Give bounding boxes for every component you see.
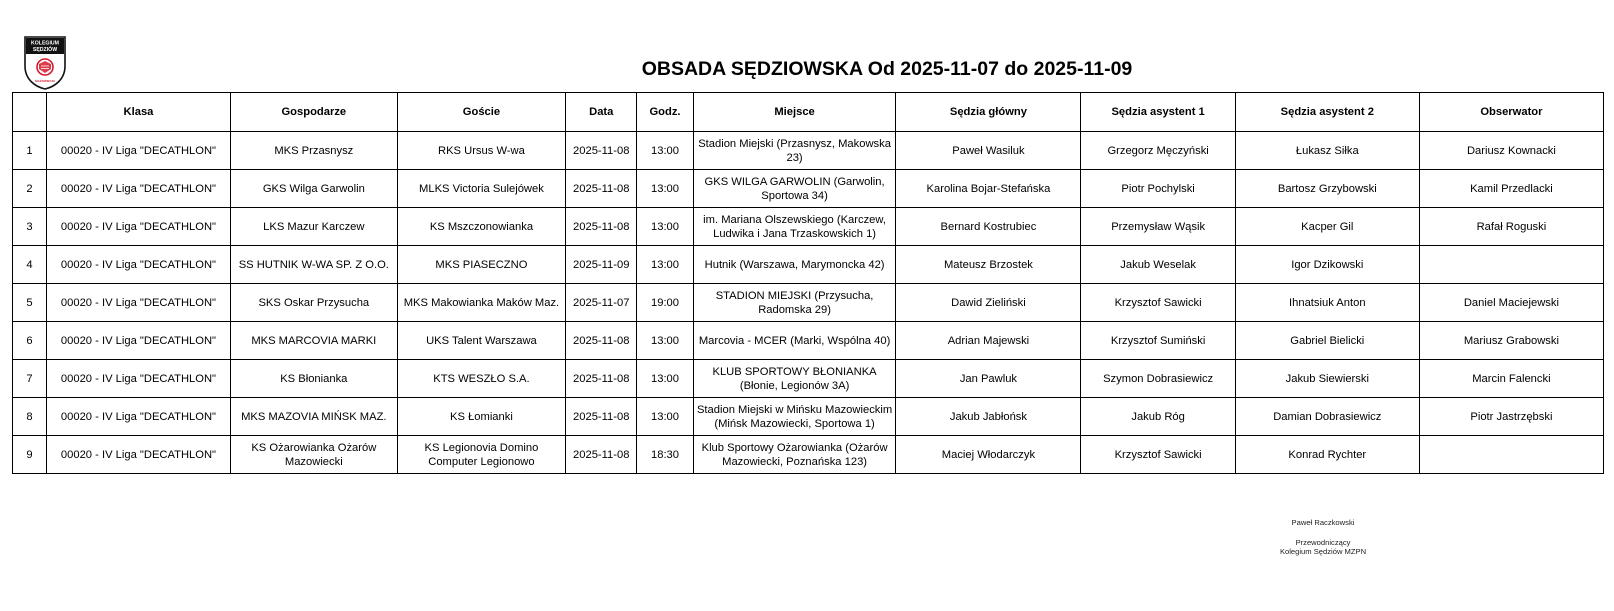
cell-asystent1: Krzysztof Sawicki: [1081, 284, 1235, 322]
cell-data: 2025-11-08: [566, 360, 637, 398]
cell-godz: 18:30: [637, 436, 694, 474]
header-goscie: Goście: [397, 93, 566, 132]
cell-asystent1: Piotr Pochylski: [1081, 170, 1235, 208]
cell-gospodarze: GKS Wilga Garwolin: [231, 170, 398, 208]
cell-no: 8: [13, 398, 47, 436]
cell-obserwator: [1419, 246, 1603, 284]
header-klasa: Klasa: [46, 93, 230, 132]
cell-data: 2025-11-08: [566, 170, 637, 208]
cell-asystent2: Damian Dobrasiewicz: [1235, 398, 1419, 436]
cell-godz: 13:00: [637, 246, 694, 284]
cell-miejsce: Stadion Miejski (Przasnysz, Makowska 23): [693, 132, 896, 170]
table-row: [13, 436, 1604, 474]
cell-gospodarze: KS Błonianka: [231, 360, 398, 398]
header-gospodarze: Gospodarze: [231, 93, 398, 132]
cell-no: 6: [13, 322, 47, 360]
table-row: [13, 398, 1604, 436]
cell-data: 2025-11-09: [566, 246, 637, 284]
cell-miejsce: Hutnik (Warszawa, Marymoncka 42): [693, 246, 896, 284]
cell-klasa: 00020 - IV Liga "DECATHLON": [46, 170, 230, 208]
cell-asystent1: Krzysztof Sumiński: [1081, 322, 1235, 360]
cell-data: 2025-11-07: [566, 284, 637, 322]
referee-assignments-table: [12, 92, 1604, 474]
cell-sedzia-glowny: Karolina Bojar-Stefańska: [896, 170, 1081, 208]
cell-goscie: KS Mszczonowianka: [397, 208, 566, 246]
cell-gospodarze: SS HUTNIK W-WA SP. Z O.O.: [231, 246, 398, 284]
cell-goscie: KTS WESZŁO S.A.: [397, 360, 566, 398]
cell-gospodarze: MKS MARCOVIA MARKI: [231, 322, 398, 360]
cell-klasa: 00020 - IV Liga "DECATHLON": [46, 208, 230, 246]
signature-block: [1268, 518, 1378, 557]
cell-sedzia-glowny: Paweł Wasiluk: [896, 132, 1081, 170]
cell-miejsce: GKS WILGA GARWOLIN (Garwolin, Sportowa 34): [693, 170, 896, 208]
table-row: [13, 360, 1604, 398]
cell-no: 7: [13, 360, 47, 398]
table-row: [13, 246, 1604, 284]
cell-obserwator: Daniel Maciejewski: [1419, 284, 1603, 322]
cell-asystent2: Ihnatsiuk Anton: [1235, 284, 1419, 322]
cell-asystent1: Jakub Róg: [1081, 398, 1235, 436]
cell-no: 2: [13, 170, 47, 208]
page-title: OBSADA SĘDZIOWSKA Od 2025-11-07 do 2025-11-09: [641, 58, 1133, 80]
cell-sedzia-glowny: Jakub Jabłońsk: [896, 398, 1081, 436]
cell-godz: 13:00: [637, 208, 694, 246]
cell-miejsce: KLUB SPORTOWY BŁONIANKA (Błonie, Legionów 3A): [693, 360, 896, 398]
cell-klasa: 00020 - IV Liga "DECATHLON": [46, 246, 230, 284]
header-sedzia-glowny: Sędzia główny: [896, 93, 1081, 132]
cell-miejsce: STADION MIEJSKI (Przysucha, Radomska 29): [693, 284, 896, 322]
cell-goscie: MKS Makowianka Maków Maz.: [397, 284, 566, 322]
cell-goscie: MKS PIASECZNO: [397, 246, 566, 284]
cell-asystent2: Igor Dzikowski: [1235, 246, 1419, 284]
cell-asystent2: Kacper Gil: [1235, 208, 1419, 246]
cell-data: 2025-11-08: [566, 208, 637, 246]
signature-name: Paweł Raczkowski: [1291, 518, 1355, 527]
table-row: [13, 170, 1604, 208]
cell-goscie: UKS Talent Warszawa: [397, 322, 566, 360]
cell-klasa: 00020 - IV Liga "DECATHLON": [46, 132, 230, 170]
cell-sedzia-glowny: Maciej Włodarczyk: [896, 436, 1081, 474]
cell-obserwator: Kamil Przedlacki: [1419, 170, 1603, 208]
cell-data: 2025-11-08: [566, 132, 637, 170]
header-godz: Godz.: [637, 93, 694, 132]
table-row: [13, 322, 1604, 360]
cell-obserwator: Rafał Roguski: [1419, 208, 1603, 246]
cell-no: 4: [13, 246, 47, 284]
cell-miejsce: Stadion Miejski w Mińsku Mazowieckim (Mińsk Mazowiecki, Sportowa 1): [693, 398, 896, 436]
signature-role: Przewodniczący: [1295, 537, 1351, 547]
cell-no: 5: [13, 284, 47, 322]
logo-text-bottom: MAZOWIECKI: [35, 79, 55, 83]
cell-asystent1: Szymon Dobrasiewicz: [1081, 360, 1235, 398]
cell-obserwator: Piotr Jastrzębski: [1419, 398, 1603, 436]
header-asystent2: Sędzia asystent 2: [1235, 93, 1419, 132]
cell-obserwator: Mariusz Grabowski: [1419, 322, 1603, 360]
cell-godz: 13:00: [637, 170, 694, 208]
table-row: [13, 132, 1604, 170]
cell-godz: 13:00: [637, 360, 694, 398]
cell-no: 9: [13, 436, 47, 474]
logo-text-line1: KOLEGIUM: [31, 40, 59, 47]
header-data: Data: [566, 93, 637, 132]
table-header-row: [13, 93, 1604, 132]
cell-asystent2: Konrad Rychter: [1235, 436, 1419, 474]
cell-godz: 19:00: [637, 284, 694, 322]
table-row: [13, 208, 1604, 246]
cell-miejsce: im. Mariana Olszewskiego (Karczew, Ludwika i Jana Trzaskowskich 1): [693, 208, 896, 246]
cell-sedzia-glowny: Adrian Majewski: [896, 322, 1081, 360]
cell-klasa: 00020 - IV Liga "DECATHLON": [46, 284, 230, 322]
cell-obserwator: Marcin Falencki: [1419, 360, 1603, 398]
header-asystent1: Sędzia asystent 1: [1081, 93, 1235, 132]
cell-gospodarze: MKS Przasnysz: [231, 132, 398, 170]
cell-sedzia-glowny: Dawid Zieliński: [896, 284, 1081, 322]
cell-klasa: 00020 - IV Liga "DECATHLON": [46, 322, 230, 360]
cell-klasa: 00020 - IV Liga "DECATHLON": [46, 436, 230, 474]
cell-goscie: KS Łomianki: [397, 398, 566, 436]
header-no: [13, 93, 47, 132]
cell-data: 2025-11-08: [566, 436, 637, 474]
cell-sedzia-glowny: Bernard Kostrubiec: [896, 208, 1081, 246]
cell-miejsce: Klub Sportowy Ożarowianka (Ożarów Mazowiecki, Poznańska 123): [693, 436, 896, 474]
signature-org: Kolegium Sędziów MZPN: [1279, 547, 1367, 557]
cell-goscie: KS Legionovia Domino Computer Legionowo: [397, 436, 566, 474]
cell-goscie: MLKS Victoria Sulejówek: [397, 170, 566, 208]
cell-obserwator: Dariusz Kownacki: [1419, 132, 1603, 170]
cell-data: 2025-11-08: [566, 322, 637, 360]
cell-asystent1: Grzegorz Męczyński: [1081, 132, 1235, 170]
cell-no: 3: [13, 208, 47, 246]
logo-text-line2: SĘDZIÓW: [32, 47, 58, 53]
cell-gospodarze: KS Ożarowianka Ożarów Mazowiecki: [231, 436, 398, 474]
cell-miejsce: Marcovia - MCER (Marki, Wspólna 40): [693, 322, 896, 360]
cell-klasa: 00020 - IV Liga "DECATHLON": [46, 398, 230, 436]
cell-asystent2: Bartosz Grzybowski: [1235, 170, 1419, 208]
table-row: [13, 284, 1604, 322]
cell-asystent2: Jakub Siewierski: [1235, 360, 1419, 398]
cell-asystent1: Jakub Weselak: [1081, 246, 1235, 284]
cell-godz: 13:00: [637, 398, 694, 436]
cell-data: 2025-11-08: [566, 398, 637, 436]
cell-asystent2: Gabriel Bielicki: [1235, 322, 1419, 360]
cell-gospodarze: MKS MAZOVIA MIŃSK MAZ.: [231, 398, 398, 436]
header-miejsce: Miejsce: [693, 93, 896, 132]
cell-obserwator: [1419, 436, 1603, 474]
cell-gospodarze: LKS Mazur Karczew: [231, 208, 398, 246]
cell-klasa: 00020 - IV Liga "DECATHLON": [46, 360, 230, 398]
cell-gospodarze: SKS Oskar Przysucha: [231, 284, 398, 322]
cell-godz: 13:00: [637, 132, 694, 170]
cell-asystent1: Przemysław Wąsik: [1081, 208, 1235, 246]
cell-asystent1: Krzysztof Sawicki: [1081, 436, 1235, 474]
cell-no: 1: [13, 132, 47, 170]
header-obserwator: Obserwator: [1419, 93, 1603, 132]
cell-sedzia-glowny: Mateusz Brzostek: [896, 246, 1081, 284]
cell-asystent2: Łukasz Siłka: [1235, 132, 1419, 170]
cell-godz: 13:00: [637, 322, 694, 360]
cell-goscie: RKS Ursus W-wa: [397, 132, 566, 170]
cell-sedzia-glowny: Jan Pawluk: [896, 360, 1081, 398]
